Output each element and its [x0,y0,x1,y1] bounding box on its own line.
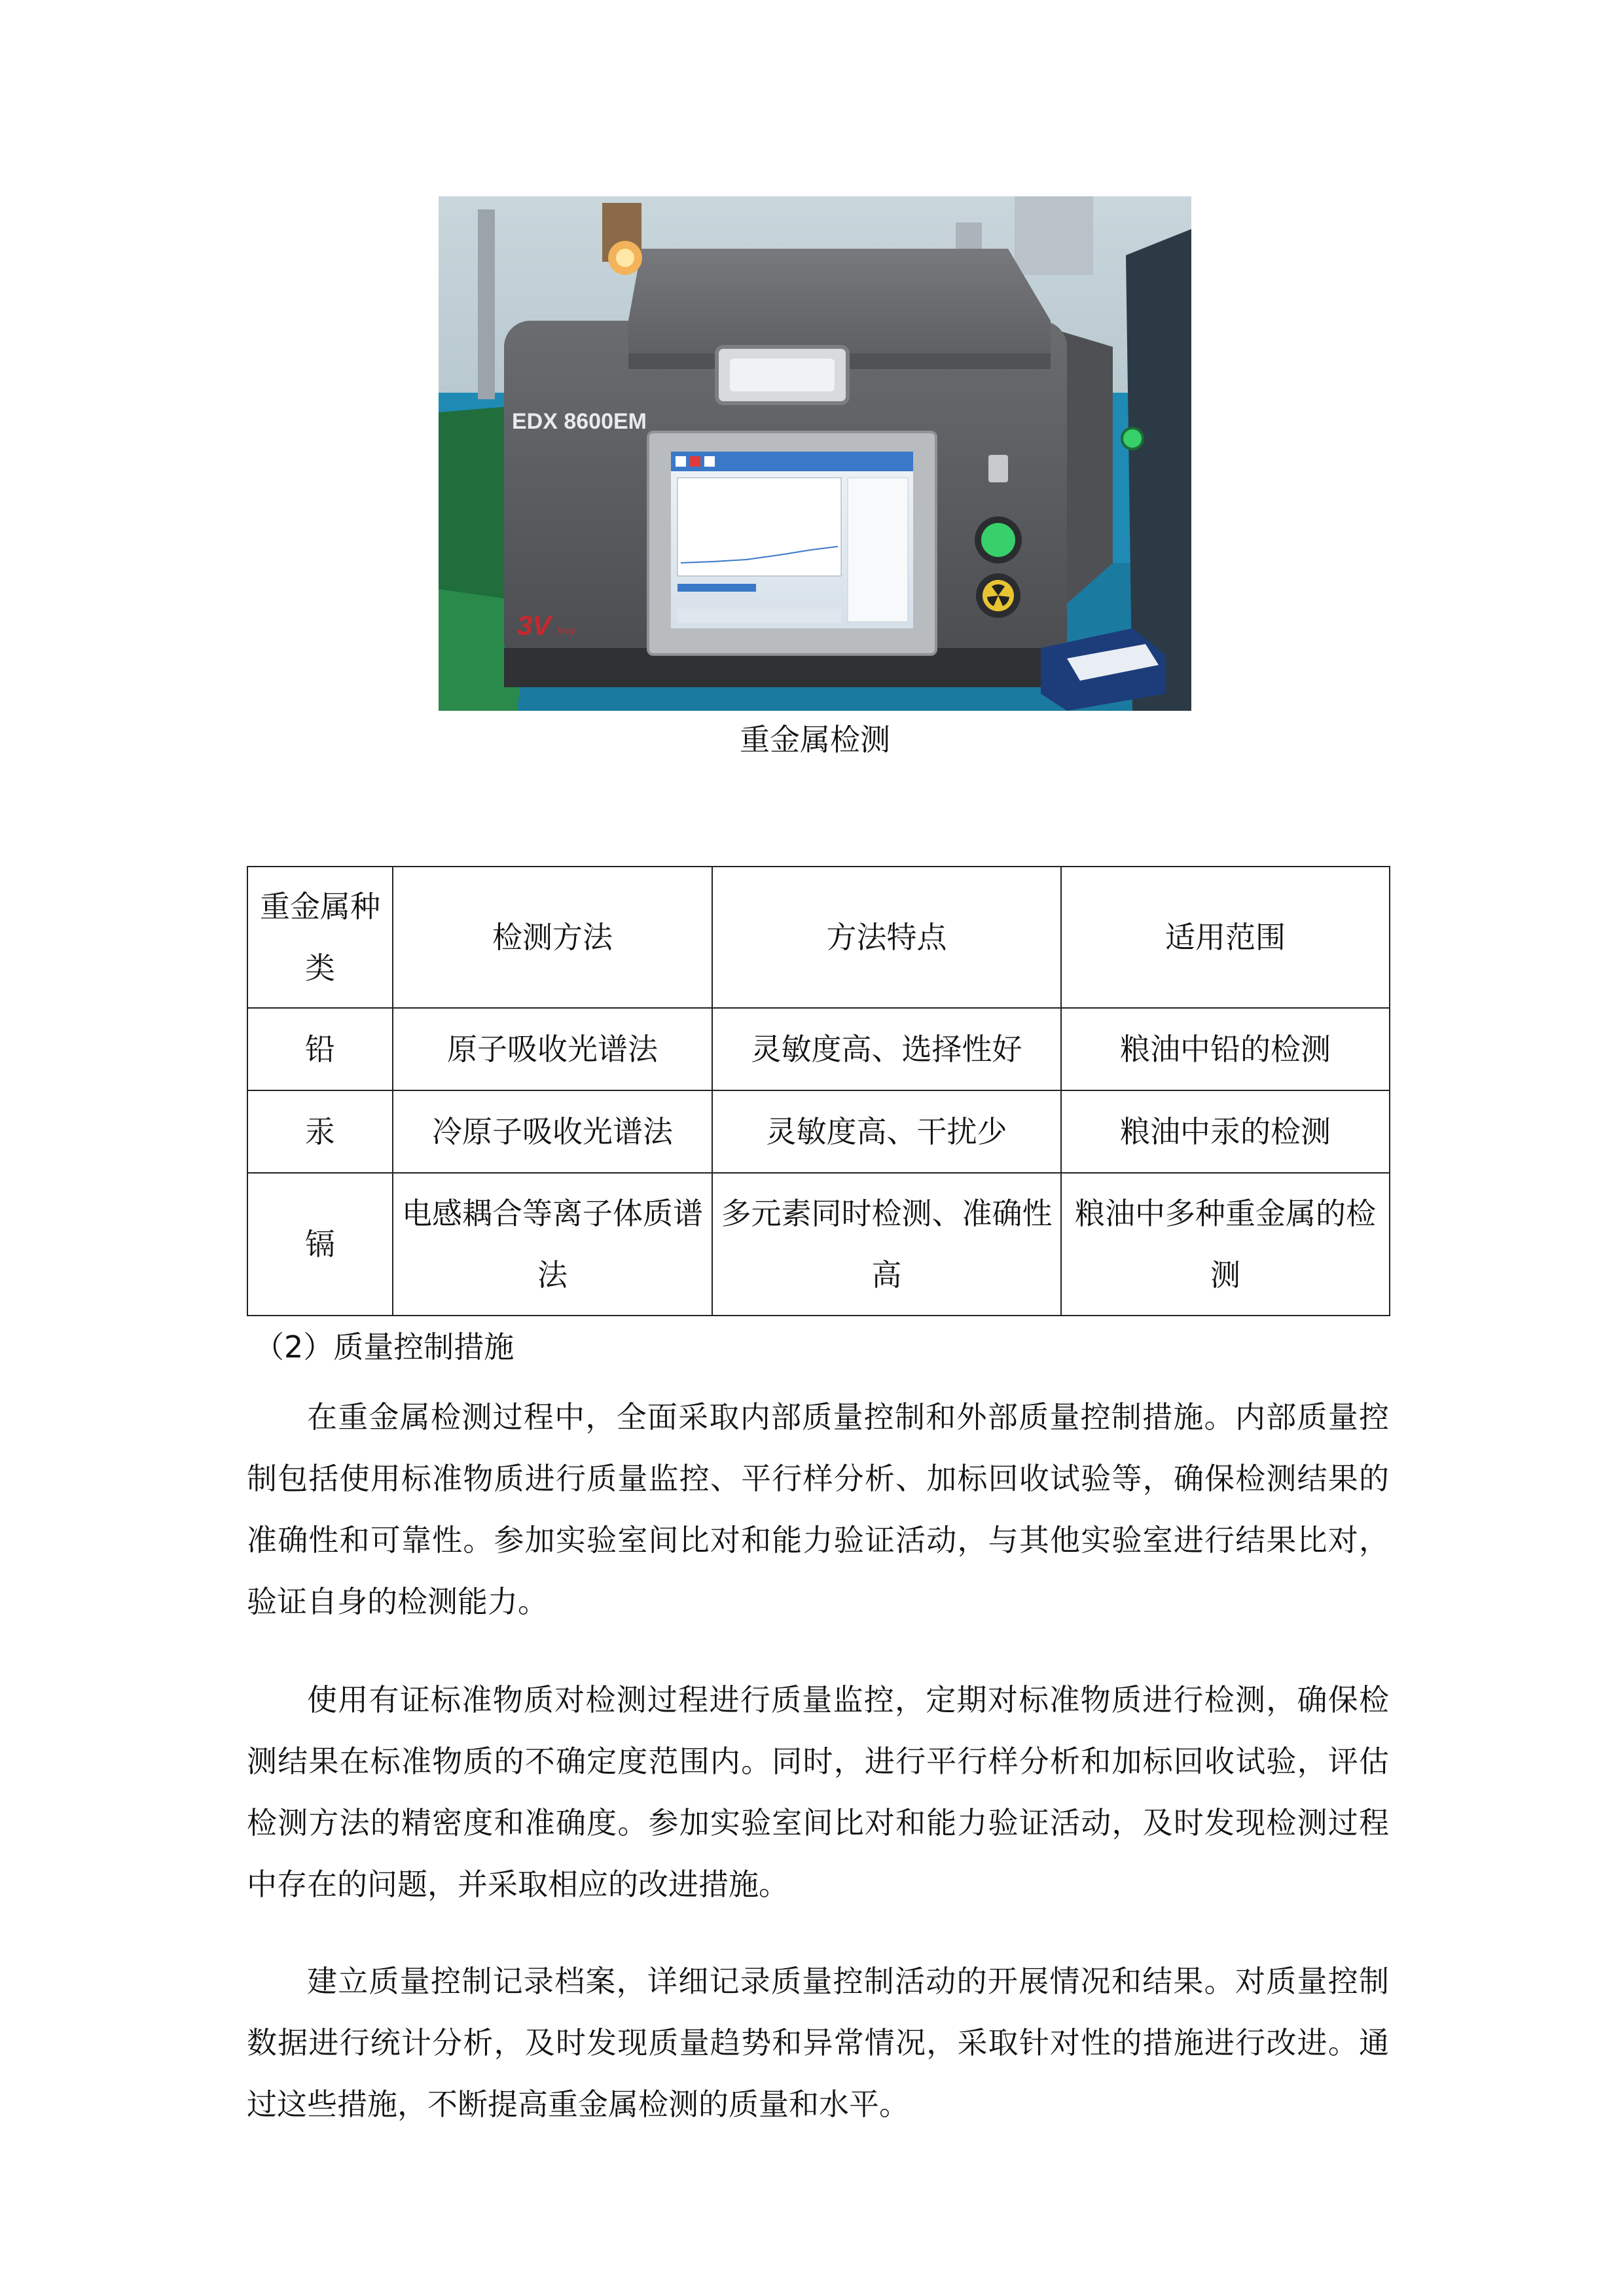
device-photo [439,196,1191,711]
cell-features: 多元素同时检测、准确性高 [712,1173,1061,1316]
edx-device-illustration [439,196,1191,711]
cell-method: 原子吸收光谱法 [393,1008,712,1090]
paragraph: 使用有证标准物质对检测过程进行质量监控，定期对标准物质进行检测，确保检测结果在标准物质的不确定度范围内。同时，进行平行样分析和加标回收试验，评估检测方法的精密度和准确度。参加实验室间比对和能力验证活动，及时发现检测过程中存在的问题，并采取相应的改进措施。 [247,1682,1389,1902]
cell-metal: 镉 [247,1173,393,1316]
background-stand [478,209,495,399]
cell-scope: 粮油中多种重金属的检测 [1061,1173,1390,1316]
side-power-button [1122,428,1143,449]
section-heading: （2）质量控制措施 [254,1329,514,1365]
photo-caption: 重金属检测 [740,722,890,757]
header-metal-type: 重金属种类 [247,867,393,1008]
model-label: EDX 8600EM [512,409,647,434]
table-row [247,1090,1390,1173]
cell-metal: 汞 [247,1090,393,1173]
table-header-row [247,867,1390,1008]
screen-plot [677,478,841,576]
cell-scope: 粮油中铅的检测 [1061,1008,1390,1090]
cell-metal: 铅 [247,1008,393,1090]
cell-scope: 粮油中汞的检测 [1061,1090,1390,1173]
header-features: 方法特点 [712,867,1061,1008]
cell-features: 灵敏度高、干扰少 [712,1090,1061,1173]
table-row [247,1008,1390,1090]
cell-method: 冷原子吸收光谱法 [393,1090,712,1173]
paragraph: 在重金属检测过程中，全面采取内部质量控制和外部质量控制措施。内部质量控制包括使用标准物质进行质量监控、平行样分析、加标回收试验等，确保检测结果的准确性和可靠性。参加实验室间比对和能力验证活动，与其他实验室进行结果比对，验证自身的检测能力。 [247,1399,1389,1619]
paragraph: 建立质量控制记录档案，详细记录质量控制活动的开展情况和结果。对质量控制数据进行统计分析，及时发现质量趋势和异常情况，采取针对性的措施进行改进。通过这些措施，不断提高重金属检测的质量和水平。 [247,1964,1389,2122]
header-method: 检测方法 [393,867,712,1008]
brand-logo: 3V [517,610,551,641]
cell-method: 电感耦合等离子体质谱法 [393,1173,712,1316]
screen-progress [677,584,756,592]
header-scope: 适用范围 [1061,867,1390,1008]
brand-small: Xray [556,625,575,636]
detection-methods-table [247,866,1390,1316]
usb-port [988,455,1008,482]
table-row [247,1173,1390,1316]
cell-features: 灵敏度高、选择性好 [712,1008,1061,1090]
